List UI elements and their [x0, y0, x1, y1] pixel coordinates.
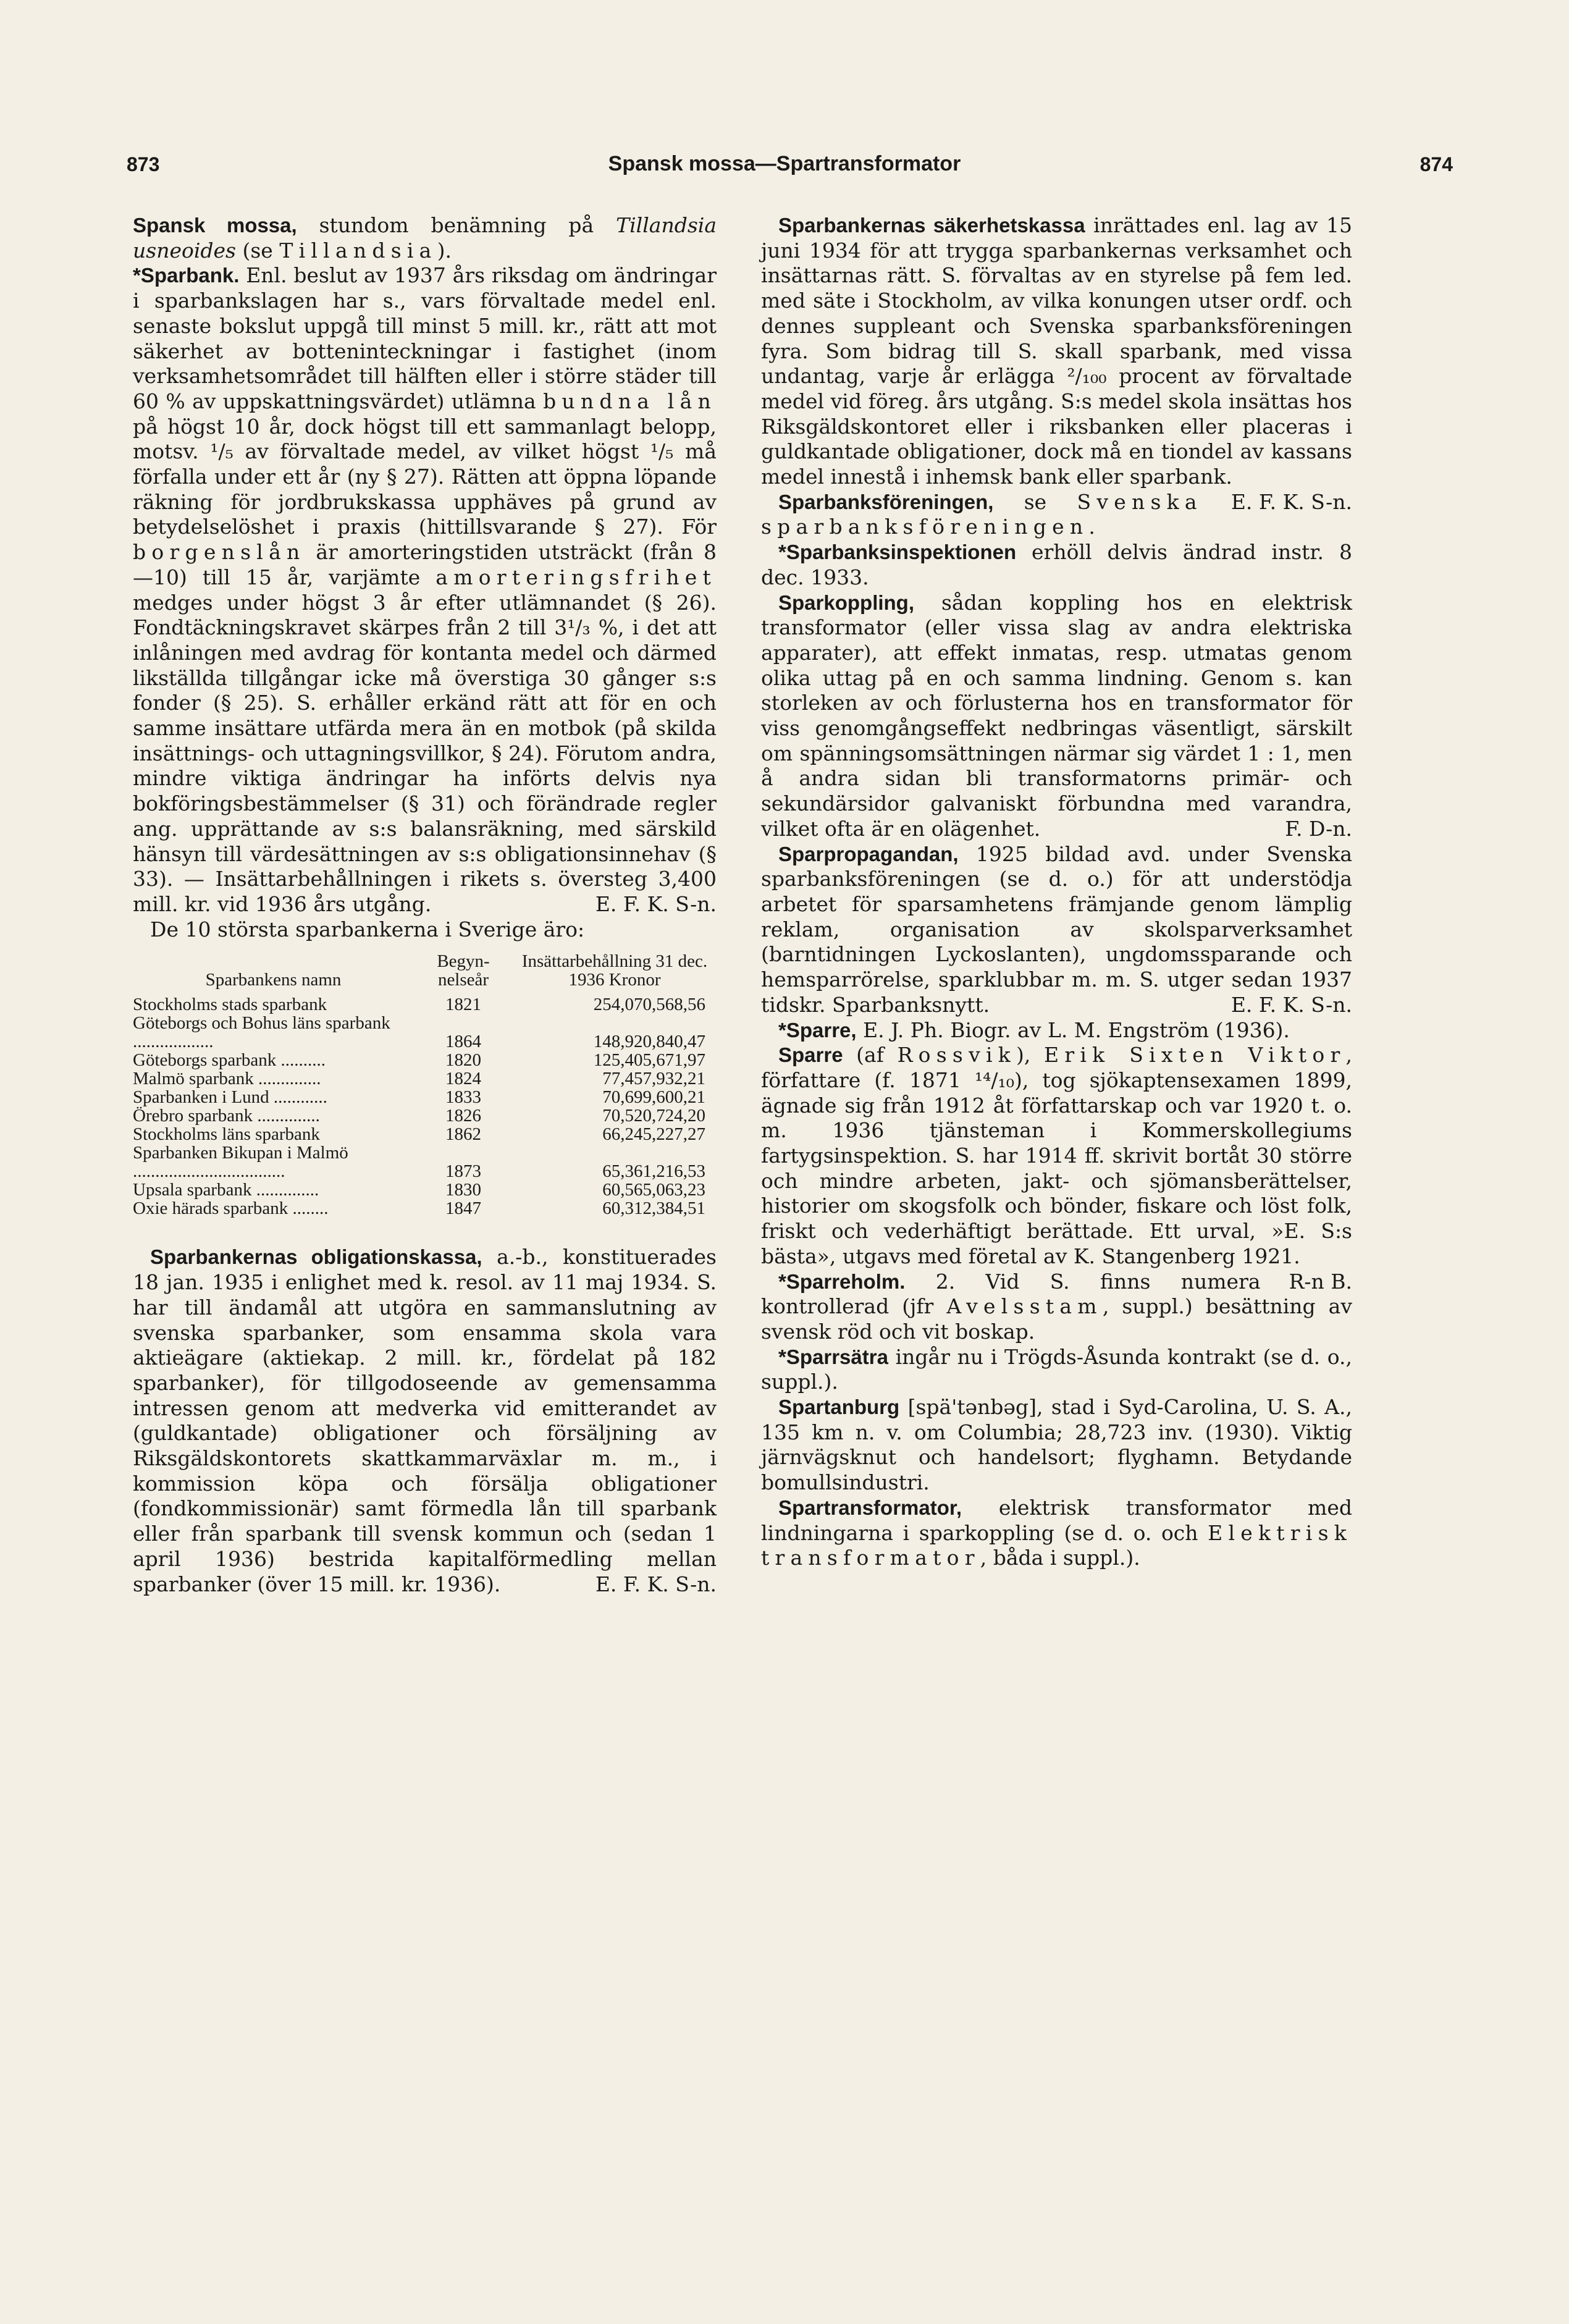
- cell-year: 1820: [445, 1050, 481, 1071]
- page-number-right: 874: [1420, 153, 1453, 175]
- cell-name: Örebro sparbank ..............: [133, 1106, 320, 1126]
- table-header-year: Begyn-nelseår: [437, 951, 490, 990]
- spaced-term: Avelsstam: [946, 1294, 1103, 1319]
- signature: R-n B.: [1289, 1269, 1352, 1294]
- text-run: inrättades enl. lag av 15 juni 1934 för att trygga sparbankernas verksamhet och insättarnas rätt. S. förvaltas av en styrelse på fem led. med säte i Stockholm, av vilka konungen utser ordf. och dennes suppleant och Svenska sparbanksföreningen fyra. Som bidrag till S. skall sparbank, med vissa undantag, varje år erlägga ²/₁₀₀ procent av förvaltade medel vid föreg. års utgång. S:s medel skola insättas hos Riksgäldskontoret eller i riksbanken eller placeras i guldkantade obligationer, dock må en tiondel av kassans medel innestå i inhemsk bank eller sparbank.: [761, 213, 1352, 489]
- headword: Sparbankernas obligationskassa,: [150, 1245, 482, 1269]
- cell-year: 1847: [445, 1198, 481, 1219]
- text-run: elektrisk transformator med lindningarna i sparkoppling (se d. o. och: [761, 1495, 1352, 1545]
- left-column: [133, 213, 717, 1597]
- cell-name: Göteborgs och Bohus läns sparbank ..................: [133, 1013, 390, 1052]
- text-run: , båda i suppl.).: [980, 1546, 1140, 1570]
- headword: *Sparreholm.: [778, 1269, 906, 1293]
- spaced-term: Tillandsia: [279, 238, 437, 263]
- table-row: [133, 1088, 717, 1106]
- cell-amount: 77,457,932,21: [602, 1069, 705, 1089]
- headword: Spansk mossa,: [133, 214, 297, 237]
- headword: Sparbankernas säkerhetskassa: [778, 214, 1085, 237]
- cell-year: 1830: [445, 1180, 481, 1200]
- table-header-name: Sparbankens namn: [205, 970, 342, 990]
- spaced-term: Elektrisk transformator: [761, 1520, 1352, 1570]
- entry-spartransformator: [761, 1496, 1352, 1571]
- text-run: på högst 10 år, dock högst till ett sammanlagt belopp, motsv. ¹/₅ av förvaltade medel, av vilket högst ¹/₅ må förfalla under ett år (ny § 27). Rätten att öppna löpande räkning för jordbrukskassa upphäves på grund av betydelselöshet i praxis (hittillsvarande § 27). För: [133, 414, 717, 539]
- entry-spansk-mossa: [133, 213, 717, 263]
- text-run: [spä'tənbəg], stad i Syd-Carolina, U. S. A., 135 km n. v. om Columbia; 28,723 inv. (1930). Viktig järnvägsknut och handelsort; flyghamn. Betydande bomullsindustri.: [761, 1395, 1352, 1495]
- text-run: Tillandsia usneoides: [133, 213, 717, 263]
- table-row: [133, 1199, 717, 1218]
- table-row: [133, 1181, 717, 1199]
- cell-amount: 148,920,840,47: [593, 1032, 705, 1052]
- entry-sakerhetskassa: [761, 213, 1352, 514]
- entry-sparkoppling: [761, 591, 1352, 842]
- text-run: ).: [437, 238, 452, 263]
- entry-spartanburg: [761, 1395, 1352, 1496]
- spaced-term: bundna lån: [543, 389, 717, 413]
- cell-year: 1864: [445, 1032, 481, 1052]
- headword: Spartanburg: [778, 1396, 900, 1419]
- signature: E. F. K. S-n.: [595, 1572, 717, 1596]
- cell-amount: 125,405,671,97: [593, 1050, 705, 1071]
- headword: Spartransformator,: [778, 1496, 962, 1519]
- entry-sparre-ej: [761, 1018, 1352, 1043]
- savings-banks-table: [133, 952, 717, 1218]
- cell-name: Göteborgs sparbank ..........: [133, 1050, 326, 1071]
- signature: E. F. K. S-n.: [1230, 992, 1352, 1017]
- cell-year: 1873: [445, 1161, 481, 1182]
- cell-year: 1833: [445, 1087, 481, 1108]
- entry-sparbank: [133, 263, 717, 917]
- text-run: medges under högst 3 år efter utlämnandet (§ 26). Fondtäckningskravet skärpes från 2 till 3¹/₃ %, i det att inlåningen med avdrag för kontanta medel och därmed likställda tillgångar icke må överstiga 30 gånger s:s fonder (§ 25). S. erhåller erkänd rätt att för en och samme insättare utfärda mera än en motbok (på skilda insättnings- och uttagningsvillkor, § 24). Förutom andra, mindre viktiga ändringar ha införts delvis nya bokföringsbestämmelser (§ 31) och förändrade regler ang. upprättande av s:s balansräkning, med särskild hänsyn till värdesättningen av s:s obligationsinnehav (§ 33). — Insättarbehållningen i rikets s. översteg 3,400 mill. kr. vid 1936 års utgång.: [133, 590, 717, 916]
- cell-amount: 60,565,063,23: [602, 1180, 705, 1200]
- cell-name: Sparbanken i Lund ............: [133, 1087, 327, 1108]
- cell-name: Malmö sparbank ..............: [133, 1069, 321, 1089]
- cell-amount: 254,070,568,56: [593, 995, 705, 1015]
- text-run: ingår nu i Trögds-Åsunda kontrakt (se d. o., suppl.).: [761, 1344, 1352, 1394]
- spaced-term: borgenslån: [133, 540, 306, 565]
- cell-amount: 66,245,227,27: [602, 1124, 705, 1145]
- entry-sparreholm: [761, 1269, 1352, 1345]
- table-row: [133, 1125, 717, 1143]
- right-column: [761, 213, 1352, 1571]
- text-run: , suppl.) besättning av svensk röd och vit boskap.: [761, 1294, 1353, 1344]
- running-header: Spansk mossa—Spartransformator: [608, 152, 961, 175]
- table-row: [133, 1051, 717, 1069]
- cell-amount: 70,699,600,21: [602, 1087, 705, 1108]
- text-run: se: [993, 489, 1077, 514]
- text-run: erhöll delvis ändrad instr. 8 dec. 1933.: [761, 540, 1352, 589]
- text-run: är amorteringstiden utsträckt (från 8—10) till 15 år, varjämte: [133, 540, 717, 589]
- text-run: Enl. beslut av 1937 års riksdag om ändringar i sparbankslagen har s., vars förvaltade medel enl. senaste bokslut uppgå till minst 5 mill. kr., rätt att mot säkerhet av botteninteckningar i fastighet (inom verksamhetsområdet till hälften eller i större städer till 60 % av uppskattningsvärdet) utlämna: [133, 263, 717, 413]
- table-intro: De 10 största sparbankerna i Sverige äro:: [150, 917, 585, 941]
- cell-amount: 65,361,216,53: [602, 1161, 705, 1182]
- text-run: a.-b., konstituerades 18 jan. 1935 i enlighet med k. resol. av 11 maj 1934. S. har till ändamål att utgöra en sammanslutning av svenska sparbanker, som ensamma skola vara aktieägare (aktiekap. 2 mill. kr., fördelat på 182 sparbanker), för tillgodoseende av gemensamma intressen genom att medverka vid emitterandet av (guldkantade) obligationer och försäljning av Riksgäldskontorets skattkammarväxlar m. m., i kommission köpa och försälja obligationer (fondkommissionär) samt förmedla lån till sparbank eller från sparbank till svensk kommun och (sedan 1 april 1936) bestrida kapitalförmedling mellan sparbanker (över 15 mill. kr. 1936).: [133, 1245, 717, 1596]
- spaced-term: Erik Sixten Viktor: [1044, 1043, 1346, 1067]
- headword: *Sparrsätra: [778, 1345, 888, 1368]
- spaced-term: Svenska sparbanksföreningen: [761, 489, 1203, 539]
- text-run: sådan koppling hos en elektrisk transformator (eller vissa slag av andra elektriska apparater), att effekt inmatas, resp. utmatas genom olika uttag på en och samma lindning. Genom s. kan storleken av och förlusterna hos en transformator för viss genomgångseffekt nedbringas väsentligt, särskilt om spänningsomsättningen närmar sig värdet 1 : 1, men å andra sidan bli transformatorns primär- och sekundärsidor galvaniskt förbundna med varandra, vilket ofta är en olägenhet.: [761, 590, 1352, 841]
- headword: *Sparre,: [778, 1018, 857, 1042]
- cell-name: Stockholms läns sparbank: [133, 1124, 320, 1145]
- text-run: 1925 bildad avd. under Svenska sparbanksföreningen (se d. o.) för att understödja arbetet för sparsamhetens främjande genom lämplig reklam, organisation av skolsparverksamhet (barntidningen Lyckoslanten), ungdomssparande och hemsparrörelse, sparklubbar m. m. S. utger sedan 1937 tidskr. Sparbanksnytt.: [761, 841, 1352, 1017]
- signature: E. F. K. S-n.: [595, 891, 717, 916]
- table-row: [133, 1069, 717, 1088]
- text-run: E. J. Ph. Biogr. av L. M. Engström (1936).: [856, 1017, 1290, 1042]
- cell-year: 1826: [445, 1106, 481, 1126]
- signature: E. F. K. S-n.: [1230, 489, 1352, 514]
- table-row: [133, 1014, 717, 1051]
- headword: Sparbanksföreningen,: [778, 490, 994, 513]
- table-row: [133, 1143, 717, 1181]
- headword: Sparkoppling,: [778, 591, 915, 614]
- spaced-term: amorteringsfrihet: [435, 565, 717, 589]
- cell-name: Stockholms stads sparbank: [133, 995, 327, 1015]
- table-header-amount: Insättarbehållning 31 dec. 1936 Kronor: [521, 951, 708, 990]
- table-row: [133, 995, 717, 1014]
- cell-amount: 60,312,384,51: [602, 1198, 705, 1219]
- cell-year: 1821: [445, 995, 481, 1015]
- entry-sparpropagandan: [761, 842, 1352, 1018]
- text-run: (se: [235, 238, 280, 263]
- spaced-term: Rossvik: [897, 1043, 1017, 1067]
- headword: Sparre: [778, 1043, 843, 1067]
- headword: *Sparbanksinspektionen: [778, 541, 1017, 564]
- cell-year: 1824: [445, 1069, 481, 1089]
- cell-name: Oxie härads sparbank ........: [133, 1198, 329, 1219]
- signature: F. D-n.: [1285, 816, 1352, 841]
- cell-name: Upsala sparbank ..............: [133, 1180, 319, 1200]
- text-run: (af: [843, 1043, 898, 1067]
- entry-sparrsatra: [761, 1345, 1352, 1395]
- text-run: ),: [1016, 1043, 1045, 1067]
- cell-year: 1862: [445, 1124, 481, 1145]
- text-run: stundom benämning på: [297, 213, 616, 237]
- headword: Sparpropagandan,: [778, 842, 959, 865]
- text-run: .: [1088, 515, 1095, 539]
- cell-name: Sparbanken Bikupan i Malmö ..................................: [133, 1143, 348, 1182]
- cell-amount: 70,520,724,20: [602, 1106, 705, 1126]
- text-run: , författare (f. 1871 ¹⁴/₁₀), tog sjökaptensexamen 1899, ägnade sig från 1912 åt författarskap och var 1920 t. o. m. 1936 tjänsteman i Kommerskollegiums fartygsinspektion. S. har 1914 ff. skrivit bortåt 30 större och mindre arbeten, jakt- och sjömansberättelser, historier om skogsfolk och bönder, fiskare och löst folk, friskt och vederhäftigt berättade. Ett urval, »E. S:s bästa», utgavs med företal av K. Stangenberg 1921.: [761, 1043, 1352, 1268]
- entry-sparbanksinspektionen: [761, 540, 1352, 590]
- text-run: 2. Vid S. finns numera kontrollerad (jfr: [761, 1269, 1261, 1319]
- headword: *Sparbank.: [133, 264, 240, 287]
- page-number-left: 873: [127, 153, 160, 175]
- entry-obligationskassa: [133, 1245, 717, 1597]
- table-row: [133, 1106, 717, 1125]
